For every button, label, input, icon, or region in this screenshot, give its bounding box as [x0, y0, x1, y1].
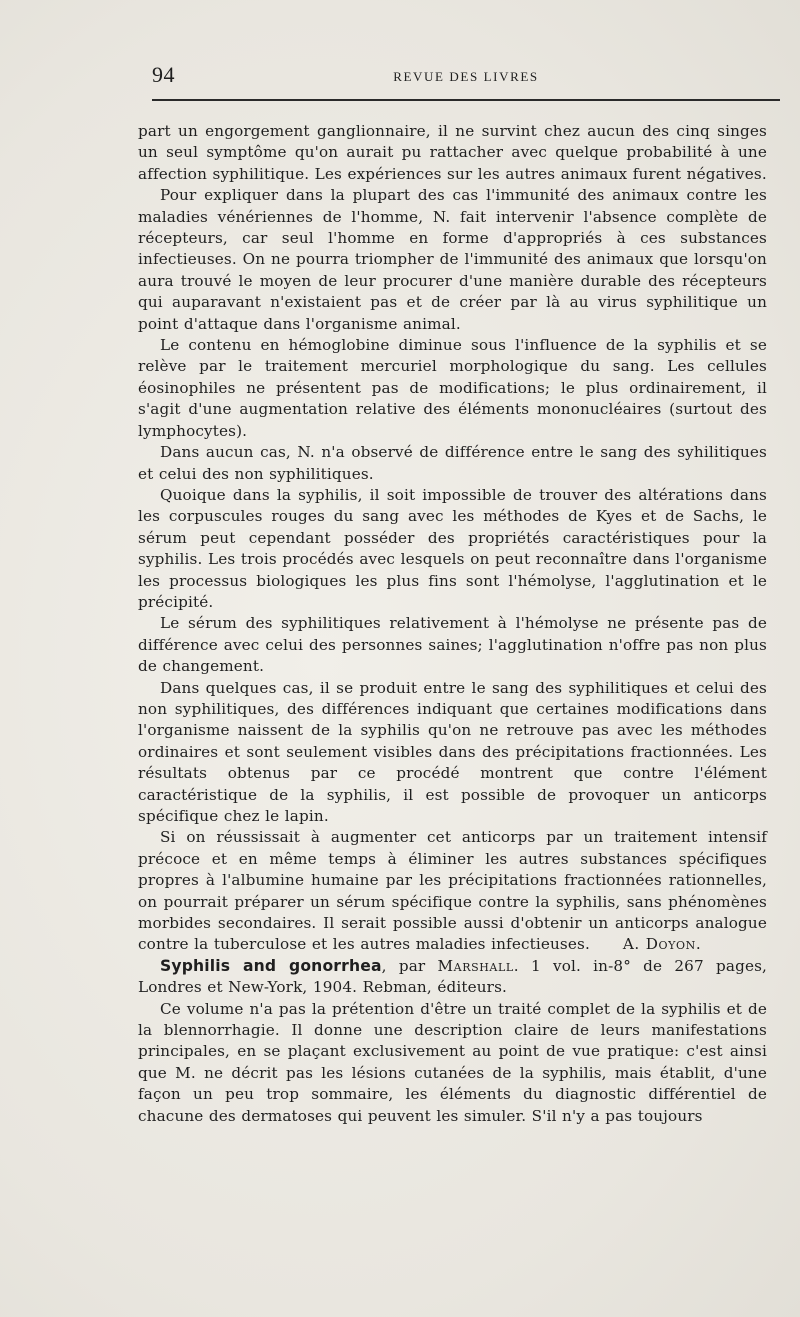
paragraph-text: Si on réussissait à augmenter cet anticorps par un traitement intensif précoce et en même temps à éliminer les autres substances spécifiques propres à l'albumine humaine par les précipitations fractionnées rationnelles, on pourrait préparer un sérum spécifique contre la syphilis, sans phénomènes morbides secondaires. Il serait possible aussi d'obtenir un anticorps analogue contre la tuberculose et les autres maladies infectieuses.	[138, 828, 767, 954]
reviewer-signature: A. Doyon.	[622, 935, 702, 954]
paragraph-with-signature	[138, 827, 767, 955]
paragraph: Pour expliquer dans la plupart des cas l'immunité des animaux contre les maladies vénériennes de l'homme, N. fait intervenir l'absence complète de récepteurs, car seul l'homme en forme d'appropriés à ces substances infectieuses. On ne pourra triompher de l'immunité des animaux que lorsqu'on aura trouvé le moyen de leur procurer d'une manière durable des récepteurs qui auparavant n'existaient pas et de créer par là au virus syphilitique un point d'attaque dans l'organisme animal.	[138, 186, 767, 333]
paragraph: Dans aucun cas, N. n'a observé de différence entre le sang des syhilitiques et celui des non syphilitiques.	[138, 443, 767, 483]
paragraph: Dans quelques cas, il se produit entre le sang des syphilitiques et celui des non syphilitiques, des différences indiquant que certaines modifications dans l'organisme naissent de la syphilis qu'on ne retrouve pas avec les méthodes ordinaires et sont seulement visibles dans des précipitations fractionnées. Les résultats obtenus par ce procédé montrent que contre l'élément caractéristique de la syphilis, il est possible de provoquer un anticorps spécifique chez le lapin.	[138, 678, 767, 825]
paragraph: Le sérum des syphilitiques relativement à l'hémolyse ne présente pas de différence avec celui des personnes saines; l'agglutination n'offre pas non plus de changement.	[138, 614, 767, 676]
running-head: REVUE DES LIVRES	[393, 69, 539, 84]
page-number: 94	[152, 62, 175, 87]
paragraph: Le contenu en hémoglobine diminue sous l'influence de la syphilis et se relève par le traitement mercuriel morphologique du sang. Les cellules éosinophiles ne présentent pas de modifications; le plus ordinairement, il s'agit d'une augmentation relative des éléments mononucléaires (surtout des lymphocytes).	[138, 336, 767, 440]
review-heading	[138, 956, 767, 999]
paragraph-continued: part un engorgement ganglionnaire, il ne survint chez aucun des cinq singes un seul symptôme qu'on aurait pu rattacher avec quelque probabilité à une affection syphilitique. Les expériences sur les autres animaux furent négatives.	[138, 122, 767, 183]
paragraph: Quoique dans la syphilis, il soit impossible de trouver des altérations dans les corpuscules rouges du sang avec les méthodes de Kyes et de Sachs, le sérum peut cependant posséder des propriétés caractéristiques pour la syphilis. Les trois procédés avec lesquels on peut reconnaître dans l'organisme les processus biologiques les plus fins sont l'hémolyse, l'agglutination et le précipité.	[138, 485, 767, 611]
review-author: Marshall	[437, 956, 514, 975]
paragraph: Ce volume n'a pas la prétention d'être un traité complet de la syphilis et de la blennorrhagie. Il donne une description claire de leurs manifestations principales, en se plaçant exclusivement au point de vue pratique: c'est ainsi que M. ne décrit pas les lésions cutanées de la syphilis, mais établit, d'une façon un peu trop sommaire, les éléments du diagnostic différentiel de chacune des dermatoses qui peuvent les simuler. S'il n'y a pas toujours	[138, 999, 767, 1125]
body-text	[138, 121, 767, 1127]
review-title: Syphilis and gonorrhea	[160, 956, 382, 975]
review-par: , par	[381, 956, 438, 975]
review-details: . 1 vol. in-8° de 267 pages, Londres et New-York, 1904. Rebman, éditeurs.	[138, 956, 768, 997]
page-header	[152, 60, 780, 90]
header-rule	[152, 99, 780, 101]
